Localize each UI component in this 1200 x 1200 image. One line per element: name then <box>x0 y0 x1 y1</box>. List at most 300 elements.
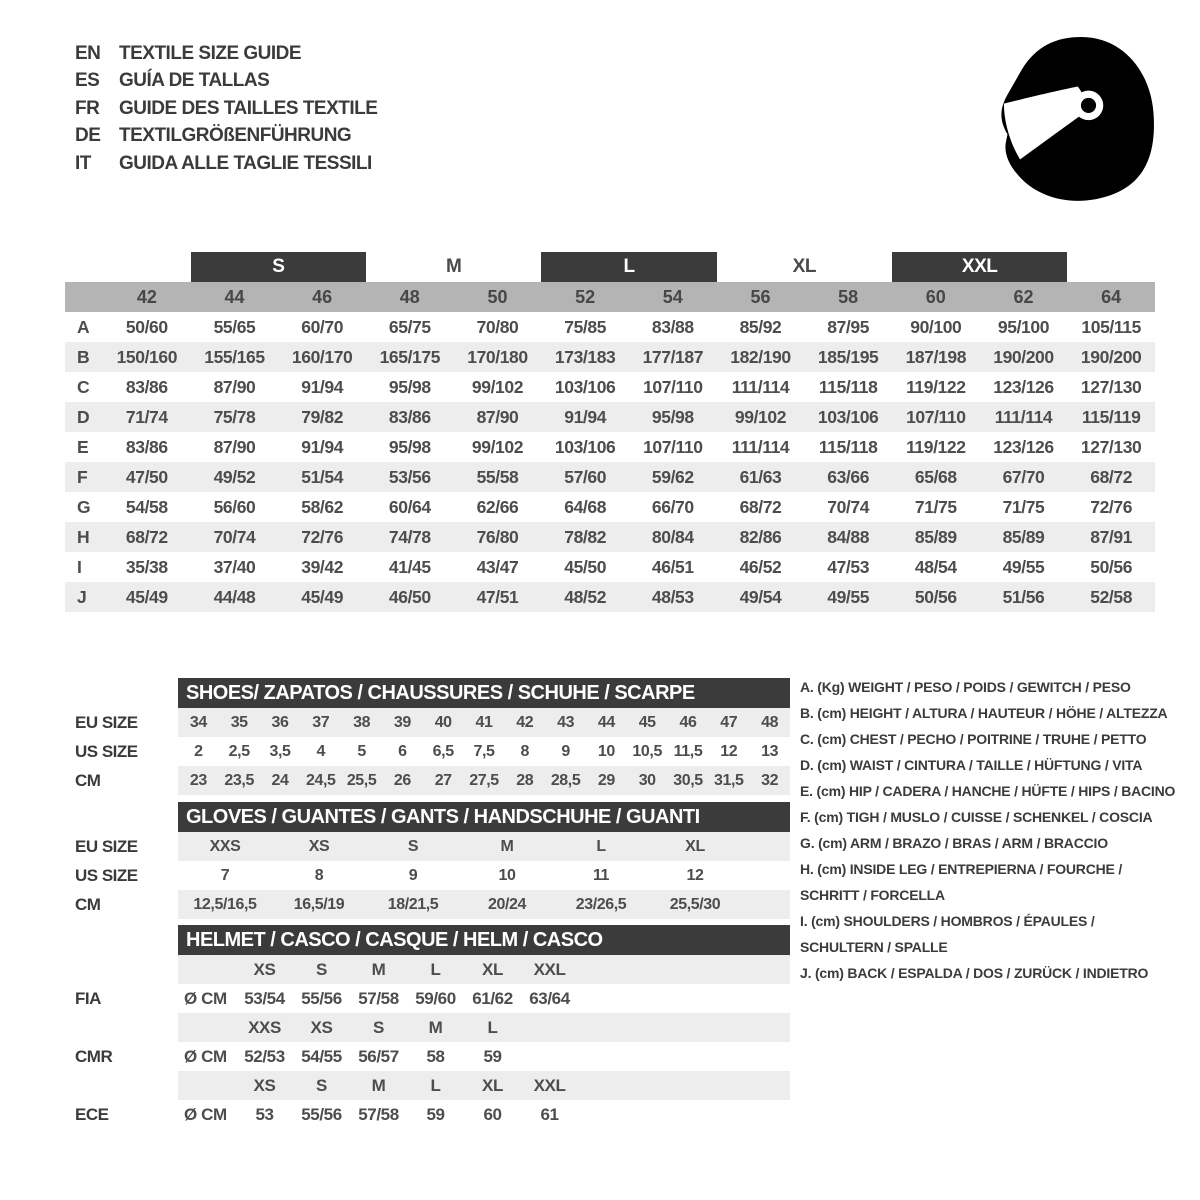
size-value: 44/48 <box>213 586 256 607</box>
language-title: GUIDA ALLE TAGLIE TESSILI <box>119 152 372 174</box>
helmet-size-header: XS <box>310 1017 333 1037</box>
helmet-size-header: XS <box>253 1075 276 1095</box>
shoes-values <box>178 737 790 766</box>
size-value: 76/80 <box>476 526 519 547</box>
size-value: 29 <box>597 771 615 789</box>
size-value: 61/63 <box>739 466 782 487</box>
helmet-value-row <box>65 1100 790 1129</box>
size-value: 37/40 <box>213 556 256 577</box>
size-value: 70/80 <box>476 316 519 337</box>
size-value: 87/95 <box>827 316 870 337</box>
size-value: 173/183 <box>554 346 616 367</box>
size-value: 65/68 <box>914 466 957 487</box>
legend-item: B. (cm) HEIGHT / ALTURA / HAUTEUR / HÖHE / ALTEZZA <box>800 705 1168 721</box>
size-value: 85/89 <box>914 526 957 547</box>
size-value: 91/94 <box>564 406 607 427</box>
shoes-row <box>65 737 790 766</box>
size-group-label: M <box>446 256 462 277</box>
size-value: 7 <box>220 866 230 884</box>
spacer <box>1067 252 1155 282</box>
helmet-size-header: XXS <box>248 1017 281 1037</box>
size-value: 8 <box>520 742 530 760</box>
standard-label: CMR <box>65 1042 178 1071</box>
size-column-header: 64 <box>1101 286 1122 307</box>
gloves-table-rows <box>65 832 790 919</box>
size-value: 39/42 <box>301 556 344 577</box>
spacer <box>65 955 178 984</box>
racing-helmet-icon <box>978 28 1163 208</box>
size-value: 71/75 <box>914 496 957 517</box>
helmet-size-header-row <box>65 1071 790 1100</box>
size-value: 9 <box>561 742 570 760</box>
measure-row-label: H <box>77 526 90 547</box>
size-value: 39 <box>393 713 411 731</box>
size-value: 28,5 <box>550 771 581 789</box>
size-value: 83/86 <box>125 376 168 397</box>
shoes-row <box>65 766 790 795</box>
size-value: 75/85 <box>564 316 607 337</box>
size-value: XL <box>685 837 705 855</box>
size-value: 107/110 <box>906 406 966 427</box>
size-value: 95/98 <box>651 406 694 427</box>
shoes-size-table <box>65 678 790 795</box>
size-value: 64/68 <box>564 496 607 517</box>
legend-item: F. (cm) TIGH / MUSLO / CUISSE / SCHENKEL / COSCIA <box>800 809 1153 825</box>
helmet-size-headers <box>178 1013 790 1042</box>
size-value: 71/75 <box>1002 496 1045 517</box>
helmet-size-header: XS <box>253 959 276 979</box>
standard-label: ECE <box>65 1100 178 1129</box>
size-value: 61 <box>540 1104 559 1124</box>
size-value: 48/54 <box>914 556 957 577</box>
helmet-table-title: HELMET / CASCO / CASQUE / HELM / CASCO <box>186 928 603 951</box>
legend-item: H. (cm) INSIDE LEG / ENTREPIERNA / FOURCHE / SCHRITT / FORCELLA <box>800 861 1123 903</box>
gloves-row <box>65 861 790 890</box>
size-value: 7,5 <box>473 742 495 760</box>
size-value: 13 <box>761 742 779 760</box>
size-value: 44 <box>597 713 615 731</box>
size-value: 127/130 <box>1080 436 1142 457</box>
size-value: 23,5 <box>224 771 254 789</box>
size-value: 49/54 <box>739 586 782 607</box>
size-value: 115/119 <box>1081 406 1141 427</box>
size-value: 46/50 <box>388 586 431 607</box>
size-group-label: XXL <box>892 252 1067 282</box>
shoes-values <box>178 766 790 795</box>
language-row <box>75 150 377 178</box>
gloves-table-title: GLOVES / GUANTES / GANTS / HANDSCHUHE / GUANTI <box>186 805 700 828</box>
row-label: US SIZE <box>65 861 178 890</box>
size-column-header: 42 <box>136 286 157 307</box>
size-value: 70/74 <box>827 496 870 517</box>
size-value: 68/72 <box>739 496 782 517</box>
gloves-values <box>178 890 790 919</box>
size-value: 31,5 <box>714 771 744 789</box>
size-value: 51/56 <box>1002 586 1045 607</box>
size-value: 111/114 <box>731 376 790 397</box>
size-value: 46 <box>679 713 697 731</box>
size-column-header: 46 <box>312 286 333 307</box>
size-value: XS <box>308 837 330 855</box>
language-row <box>75 68 377 96</box>
size-value: 11 <box>592 866 610 884</box>
size-value: 87/91 <box>1090 526 1133 547</box>
size-value: 68/72 <box>1090 466 1133 487</box>
size-value: 99/102 <box>734 406 787 427</box>
size-value: 63/66 <box>827 466 870 487</box>
size-value: 70/74 <box>213 526 256 547</box>
size-value: 83/86 <box>388 406 431 427</box>
size-value: 35 <box>230 713 248 731</box>
size-value: 60 <box>483 1104 502 1124</box>
size-value: 11,5 <box>673 742 703 760</box>
helmet-size-header: S <box>316 959 327 979</box>
size-value: 85/89 <box>1002 526 1045 547</box>
row-label: CM <box>65 766 178 795</box>
size-value: 50/56 <box>1090 556 1133 577</box>
size-value: 56/57 <box>358 1046 399 1066</box>
helmet-size-header: XL <box>482 959 503 979</box>
size-value: 95/98 <box>388 376 431 397</box>
size-value: 87/90 <box>476 406 519 427</box>
size-value: 103/106 <box>554 376 616 397</box>
size-value: 190/200 <box>1080 346 1142 367</box>
diameter-unit: Ø CM <box>184 988 227 1008</box>
legend-item: A. (Kg) WEIGHT / PESO / POIDS / GEWITCH / PESO <box>800 679 1131 695</box>
measure-row-label: F <box>77 466 88 487</box>
size-value: 160/170 <box>291 346 353 367</box>
size-value: 48 <box>761 713 779 731</box>
size-value: 37 <box>312 713 330 731</box>
size-value: 27 <box>434 771 452 789</box>
measure-row <box>65 492 1155 522</box>
size-value: 79/82 <box>301 406 344 427</box>
size-value: 51/54 <box>301 466 344 487</box>
size-column-header: 58 <box>838 286 859 307</box>
size-value: 47 <box>720 713 738 731</box>
language-code: EN <box>75 42 101 64</box>
size-group-label: XL <box>792 256 816 277</box>
size-value: 47/50 <box>125 466 168 487</box>
size-value: 38 <box>353 713 371 731</box>
size-value: 45/50 <box>564 556 607 577</box>
size-value: 62/66 <box>476 496 519 517</box>
size-value: 27,5 <box>469 771 499 789</box>
measure-row <box>65 402 1155 432</box>
size-value: 45/49 <box>301 586 344 607</box>
size-value: 23 <box>189 771 207 789</box>
language-title: GUIDE DES TAILLES TEXTILE <box>119 97 378 119</box>
size-value: 119/122 <box>906 376 966 397</box>
size-value: 57/60 <box>564 466 607 487</box>
size-value: 10 <box>597 742 615 760</box>
size-value: 10,5 <box>632 742 662 760</box>
size-value: 127/130 <box>1080 376 1142 397</box>
legend-item: E. (cm) HIP / CADERA / HANCHE / HÜFTE / HIPS / BACINO <box>800 783 1176 799</box>
size-value: 24 <box>271 771 289 789</box>
size-value: 3,5 <box>269 742 291 760</box>
size-column-header: 62 <box>1013 286 1034 307</box>
size-group-row <box>65 252 1155 282</box>
helmet-size-headers <box>178 955 790 984</box>
size-value: 46/51 <box>651 556 694 577</box>
size-value: 75/78 <box>213 406 256 427</box>
size-value: 74/78 <box>388 526 431 547</box>
size-value: 16,5/19 <box>293 895 345 913</box>
size-value: 55/65 <box>213 316 256 337</box>
size-value: 25,5 <box>346 771 377 789</box>
size-value: 6 <box>398 742 407 760</box>
shoes-values <box>178 708 790 737</box>
shoes-table-title: SHOES/ ZAPATOS / CHAUSSURES / SCHUHE / SCARPE <box>186 681 695 704</box>
size-value: 5 <box>357 742 366 760</box>
size-value: 71/74 <box>125 406 168 427</box>
helmet-size-header: L <box>430 959 441 979</box>
language-row <box>75 95 377 123</box>
measure-row-label: C <box>77 376 90 397</box>
language-title: TEXTILGRÖßENFÜHRUNG <box>119 125 352 147</box>
gloves-values <box>178 832 790 861</box>
size-value: 12,5/16,5 <box>193 895 257 913</box>
size-value: 26 <box>393 771 411 789</box>
size-value: 87/90 <box>213 376 256 397</box>
helmet-size-table <box>65 925 790 1129</box>
legend-item: G. (cm) ARM / BRAZO / BRAS / ARM / BRACCIO <box>800 835 1108 851</box>
measure-row <box>65 432 1155 462</box>
helmet-size-header: S <box>373 1017 384 1037</box>
size-value: 107/110 <box>643 436 703 457</box>
legend-item: D. (cm) WAIST / CINTURA / TAILLE / HÜFTUNG / VITA <box>800 757 1143 773</box>
size-value: 2 <box>194 742 203 760</box>
size-value: M <box>500 837 514 855</box>
helmet-values <box>178 1100 790 1129</box>
measure-row-label: J <box>77 586 87 607</box>
size-value: 87/90 <box>213 436 256 457</box>
size-value: 90/100 <box>910 316 962 337</box>
size-value: 91/94 <box>301 376 344 397</box>
size-value: 123/126 <box>993 436 1054 457</box>
size-value: 67/70 <box>1002 466 1045 487</box>
size-value: 49/55 <box>1002 556 1045 577</box>
legend-item: C. (cm) CHEST / PECHO / POITRINE / TRUHE / PETTO <box>800 731 1147 747</box>
size-value: 123/126 <box>993 376 1054 397</box>
size-value: 58/62 <box>301 496 344 517</box>
size-value: 55/56 <box>301 1104 342 1124</box>
size-value: 10 <box>498 866 516 884</box>
helmet-size-header-row <box>65 955 790 984</box>
spacer <box>65 1071 178 1100</box>
size-value: 48/52 <box>564 586 607 607</box>
helmet-size-header: M <box>371 1075 386 1095</box>
size-value: 57/58 <box>358 1104 399 1124</box>
size-value: 78/82 <box>564 526 607 547</box>
size-column-header: 52 <box>575 286 596 307</box>
size-value: 48/53 <box>651 586 694 607</box>
size-value: 56/60 <box>213 496 256 517</box>
size-value: 99/102 <box>471 436 524 457</box>
size-column-header: 44 <box>224 286 245 307</box>
size-value: 60/64 <box>388 496 431 517</box>
size-value: 177/187 <box>642 346 704 367</box>
size-value: 72/76 <box>1090 496 1133 517</box>
size-value: 30,5 <box>673 771 703 789</box>
measure-row-label: G <box>77 496 91 517</box>
helmet-size-header: L <box>430 1075 441 1095</box>
size-value: 46/52 <box>739 556 782 577</box>
size-value: 50/56 <box>914 586 957 607</box>
language-title: GUÍA DE TALLAS <box>119 70 270 92</box>
measure-row <box>65 342 1155 372</box>
size-value: 111/114 <box>731 436 790 457</box>
size-value: 150/160 <box>116 346 178 367</box>
size-value: S <box>407 837 419 855</box>
standard-label: FIA <box>65 984 178 1013</box>
size-value: 111/114 <box>994 406 1053 427</box>
diameter-unit: Ø CM <box>184 1046 227 1066</box>
size-value: 80/84 <box>651 526 694 547</box>
spacer <box>103 252 191 282</box>
language-title: TEXTILE SIZE GUIDE <box>119 42 302 64</box>
measure-row-label: B <box>77 346 90 367</box>
measure-row-label: D <box>77 406 90 427</box>
size-value: 12 <box>686 866 704 884</box>
size-value: 35/38 <box>125 556 168 577</box>
gloves-values <box>178 861 790 890</box>
helmet-values <box>178 1042 790 1071</box>
size-value: 41 <box>475 713 493 731</box>
size-value: 155/165 <box>204 346 265 367</box>
language-row <box>75 123 377 151</box>
size-value: L <box>596 837 606 855</box>
helmet-size-header: XXL <box>533 1075 566 1095</box>
size-number-row <box>65 282 1155 312</box>
helmet-size-header-row <box>65 1013 790 1042</box>
size-value: 53/56 <box>388 466 431 487</box>
size-value: 55/56 <box>301 988 342 1008</box>
size-value: 45/49 <box>125 586 168 607</box>
size-value: 50/60 <box>125 316 168 337</box>
gloves-row <box>65 832 790 861</box>
size-value: 49/52 <box>213 466 256 487</box>
legend-item: I. (cm) SHOULDERS / HOMBROS / ÉPAULES / SCHULTERN / SPALLE <box>800 913 1095 955</box>
size-value: 43 <box>557 713 575 731</box>
size-value: 103/106 <box>554 436 616 457</box>
size-value: 6,5 <box>432 742 454 760</box>
size-value: 91/94 <box>301 436 344 457</box>
measure-row <box>65 372 1155 402</box>
size-value: 32 <box>761 771 779 789</box>
helmet-size-header: M <box>371 959 386 979</box>
size-value: 54/58 <box>125 496 168 517</box>
size-value: 59 <box>483 1046 502 1066</box>
row-label: EU SIZE <box>65 708 178 737</box>
textile-size-table <box>65 252 1155 612</box>
language-row <box>75 40 377 68</box>
size-value: 9 <box>408 866 418 884</box>
size-value: 61/62 <box>472 988 513 1008</box>
size-value: 20/24 <box>487 895 527 913</box>
language-code: IT <box>75 152 91 174</box>
size-value: 23/26,5 <box>575 895 627 913</box>
language-code: DE <box>75 125 101 147</box>
measure-row <box>65 552 1155 582</box>
size-column-header: 48 <box>399 286 420 307</box>
size-value: 190/200 <box>993 346 1054 367</box>
size-value: 52/58 <box>1090 586 1133 607</box>
size-value: 115/118 <box>818 376 878 397</box>
language-list <box>75 40 377 178</box>
size-value: XXS <box>209 837 241 855</box>
size-column-header: 60 <box>925 286 946 307</box>
size-value: 59/62 <box>651 466 694 487</box>
helmet-size-header: XL <box>482 1075 503 1095</box>
size-value: 119/122 <box>906 436 966 457</box>
size-value: 63/64 <box>529 988 570 1008</box>
size-value: 82/86 <box>739 526 782 547</box>
size-value: 58 <box>426 1046 445 1066</box>
size-value: 95/98 <box>388 436 431 457</box>
legend-item: J. (cm) BACK / ESPALDA / DOS / ZURÜCK / INDIETRO <box>800 965 1149 981</box>
size-value: 45 <box>638 713 656 731</box>
size-value: 66/70 <box>651 496 694 517</box>
size-value: 65/75 <box>388 316 431 337</box>
size-column-header: 50 <box>487 286 508 307</box>
size-value: 105/115 <box>1081 316 1141 337</box>
size-value: 49/55 <box>827 586 870 607</box>
size-value: 85/92 <box>739 316 782 337</box>
size-value: 83/86 <box>125 436 168 457</box>
size-value: 25,5/30 <box>669 895 721 913</box>
size-value: 185/195 <box>817 346 879 367</box>
size-value: 36 <box>271 713 289 731</box>
language-code: FR <box>75 97 100 119</box>
helmet-size-header: S <box>316 1075 327 1095</box>
helmet-values <box>178 984 790 1013</box>
measurement-legend <box>800 674 1180 986</box>
shoes-table-title-bar <box>178 678 790 708</box>
size-group-label: S <box>191 252 366 282</box>
helmet-table-title-bar <box>178 925 790 955</box>
size-value: 42 <box>516 713 534 731</box>
size-value: 24,5 <box>306 771 336 789</box>
size-value: 60/70 <box>301 316 344 337</box>
size-value: 99/102 <box>471 376 524 397</box>
size-value: 40 <box>434 713 452 731</box>
size-value: 4 <box>316 742 326 760</box>
row-label: CM <box>65 890 178 919</box>
size-group-label: L <box>541 252 716 282</box>
size-value: 2,5 <box>228 742 250 760</box>
measure-row-label: I <box>77 556 82 577</box>
size-value: 68/72 <box>125 526 168 547</box>
helmet-value-row <box>65 984 790 1013</box>
size-value: 18/21,5 <box>387 895 439 913</box>
size-value: 28 <box>516 771 534 789</box>
row-label: EU SIZE <box>65 832 178 861</box>
measure-row-label: A <box>77 316 90 337</box>
size-value: 115/118 <box>818 436 878 457</box>
spacer <box>65 1013 178 1042</box>
diameter-unit: Ø CM <box>184 1104 227 1124</box>
size-column-header: 56 <box>750 286 771 307</box>
size-value: 43/47 <box>476 556 519 577</box>
helmet-size-header: M <box>428 1017 443 1037</box>
measure-row-label: E <box>77 436 89 457</box>
size-value: 47/53 <box>827 556 870 577</box>
size-value: 84/88 <box>827 526 870 547</box>
size-value: 170/180 <box>467 346 528 367</box>
gloves-table-title-bar <box>178 802 790 832</box>
